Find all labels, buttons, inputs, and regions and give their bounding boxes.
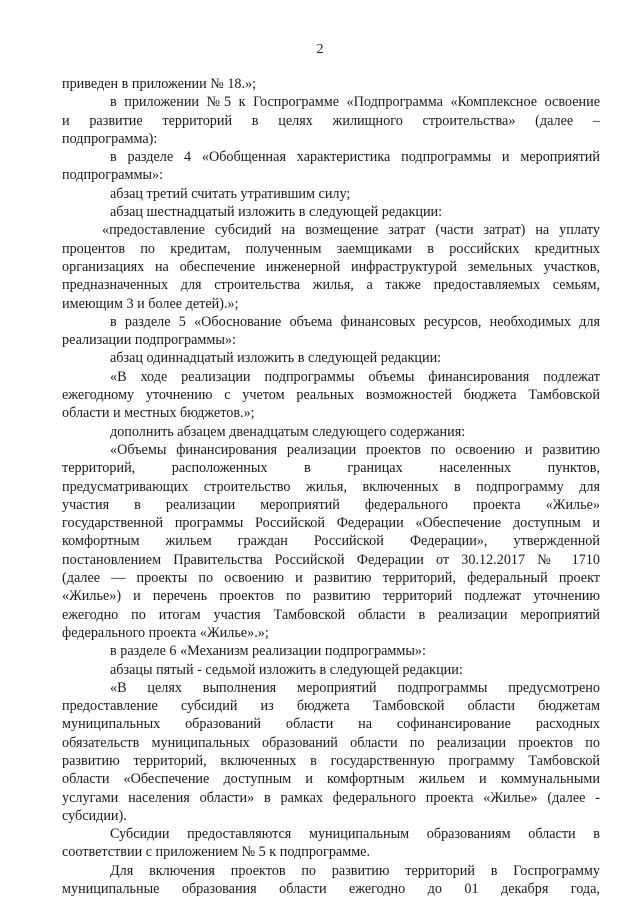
text-line: области «Обеспечение доступным и комфортным жильем и коммунальными <box>62 771 600 788</box>
text-line: субсидии). <box>62 807 127 824</box>
text-line: Для включения проектов по развитию территорий в Госпрограмму <box>110 862 600 879</box>
text-line: абзац одиннадцатый изложить в следующей редакции: <box>110 350 442 367</box>
text-line: приведен в приложении № 18.»; <box>62 76 257 92</box>
document-body <box>62 75 600 898</box>
text-line: муниципальных образований области на софинансирование расходных <box>62 716 600 733</box>
text-line: дополнить абзацем двенадцатым следующего содержания: <box>110 423 466 440</box>
text-line: в разделе 4 «Обобщенная характеристика подпрограммы и мероприятий <box>110 149 600 166</box>
text-line: организациях на обеспечение инженерной инфраструктурой земельных участков, <box>62 258 600 275</box>
text-line: подпрограмма): <box>62 130 158 147</box>
text-line: подпрограммы»: <box>62 167 164 184</box>
text-line: муниципальные образования области ежегодно до 01 декабря года, <box>62 881 600 898</box>
text-line: комфортным жильем граждан Российской Федерации», утвержденной <box>62 533 600 550</box>
text-line: абзац шестнадцатый изложить в следующей редакции: <box>110 204 443 221</box>
text-line: предоставление субсидий из бюджета Тамбовской области бюджетам <box>62 698 600 715</box>
text-line: предусматривающих строительство жилья, включенных в подпрограмму для <box>62 478 600 495</box>
text-line: в приложении №5 к Госпрограмме «Подпрограмма «Комплексное освоение <box>110 94 600 111</box>
text-line: «В ходе реализации подпрограммы объемы финансирования подлежат <box>110 368 600 385</box>
text-line: услугами населения области» в рамках федерального проекта «Жилье» (далее - <box>62 789 600 806</box>
text-line: ежегодному уточнению с учетом реальных возможностей бюджета Тамбовской <box>62 387 600 404</box>
text-line: участия в реализации мероприятий федерального проекта «Жилье» <box>62 496 600 513</box>
text-line: «В целях выполнения мероприятий подпрограммы предусмотрено <box>110 679 600 696</box>
text-line: (далее — проекты по освоению и развитию территорий, федеральный проект <box>62 570 600 587</box>
text-line: государственной программы Российской Федерации «Обеспечение доступным и <box>62 515 600 532</box>
text-line: области и местных бюджетов.»; <box>62 405 255 422</box>
page-number: 2 <box>316 42 324 57</box>
text-line: абзац третий считать утратившим силу; <box>110 185 351 202</box>
text-line: федерального проекта «Жилье».»; <box>62 624 269 641</box>
text-line: ежегодно по итогам участия Тамбовской области в реализации мероприятий <box>62 606 600 623</box>
text-line: процентов по кредитам, полученным заемщиками в российских кредитных <box>62 240 600 257</box>
text-line: реализации подпрограммы»: <box>62 332 236 349</box>
text-line: соответствии с приложением № 5 к подпрограмме. <box>62 844 371 861</box>
text-line: территорий, расположенных в границах населенных пунктов, <box>62 460 600 477</box>
text-line: развитию территорий, включенных в государственную программу Тамбовской <box>62 752 600 769</box>
text-line: постановлением Правительства Российской Федерации от 30.12.2017 № 1710 <box>62 551 600 568</box>
text-line: предназначенных для строительства жилья, а также предоставляемых семьям, <box>62 277 600 294</box>
text-line: в разделе 5 «Обоснование объема финансовых ресурсов, необходимых для <box>110 313 600 330</box>
text-line: абзацы пятый - седьмой изложить в следующей редакции: <box>110 661 463 678</box>
text-line: «Объемы финансирования реализации проектов по освоению и развитию <box>110 441 600 458</box>
text-line: обязательств муниципальных образований области по реализации проектов по <box>62 734 600 751</box>
text-line: «Жилье») и перечень проектов по развитию территорий подлежат уточнению <box>62 588 600 605</box>
text-line: в разделе 6 «Механизм реализации подпрограммы»: <box>110 643 426 660</box>
text-line: и развитие территорий в целях жилищного строительства» (далее – <box>62 112 600 129</box>
text-line: имеющим 3 и более детей).»; <box>62 295 239 312</box>
text-line: Субсидии предоставляются муниципальным образованиям области в <box>110 826 600 843</box>
text-line: «предоставление субсидий на возмещение затрат (части затрат) на уплату <box>102 222 600 239</box>
